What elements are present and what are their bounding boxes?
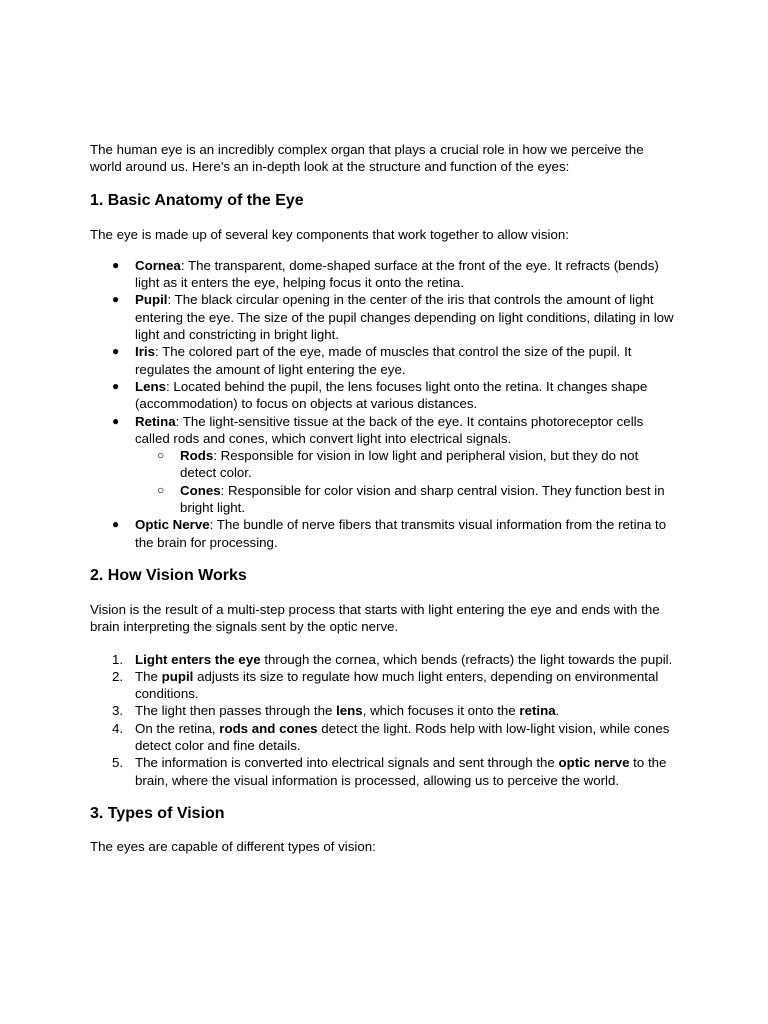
step-emphasis: pupil (161, 668, 194, 684)
retina-sub-list (135, 447, 678, 516)
list-item-cornea (90, 257, 678, 292)
how-vision-lead-paragraph: Vision is the result of a multi-step process that starts with light entering the eye and ends with the brain interpreting the signals sent by the optic nerve. (90, 601, 660, 635)
step-emphasis: lens (336, 703, 363, 719)
step-number: 1. (112, 651, 124, 667)
definition: : Located behind the pupil, the lens focuses light onto the retina. It changes shape (accommodation) to focus on objects at various distances. (135, 378, 648, 412)
vision-steps-list (90, 651, 678, 789)
definition: : The bundle of nerve fibers that transmits visual information from the retina to the brain for processing. (135, 517, 667, 550)
anatomy-list (90, 257, 678, 551)
step-number: 2. (112, 668, 124, 684)
definition: : The black circular opening in the center of the iris that controls the amount of light entering the eye. The size of the pupil changes depending on light conditions, dilating in low light and constricting in bright light. (135, 292, 674, 343)
sub-bullet-icon: ○ (157, 482, 165, 497)
step-text: On the retina, (135, 720, 220, 736)
step-text: The information is converted into electrical signals and sent through the (135, 755, 559, 771)
step-text: . (555, 703, 560, 719)
section-heading-anatomy: 1. Basic Anatomy of the Eye (90, 191, 304, 209)
term: Optic Nerve (135, 517, 210, 533)
step-emphasis: retina (519, 703, 556, 719)
step-text: adjusts its size to regulate how much light enters, depending on environmental conditions. (135, 668, 659, 702)
term: Cones (180, 482, 221, 498)
list-item-step (90, 702, 678, 719)
bullet-icon: ● (112, 257, 120, 272)
bullet-icon: ● (112, 378, 120, 393)
step-emphasis: Light enters the eye (135, 651, 261, 667)
list-item-step (90, 651, 678, 668)
term: Lens (135, 378, 167, 394)
step-number: 4. (112, 720, 124, 736)
step-text: The light then passes through the (135, 703, 337, 719)
bullet-icon: ● (112, 413, 120, 428)
list-item-pupil (90, 291, 678, 343)
definition: : The transparent, dome-shaped surface at the front of the eye. It refracts (bends) light as it enters the eye, helping focus it onto the retina. (135, 257, 659, 291)
step-text: detect the light. Rods help with low-light vision, while cones detect color and fine details. (135, 720, 670, 754)
list-item-rods (135, 447, 678, 482)
types-lead-paragraph: The eyes are capable of different types of vision: (90, 838, 376, 854)
definition: : The light-sensitive tissue at the back of the eye. It contains photoreceptor cells called rods and cones, which convert light into electrical signals. (135, 413, 644, 446)
step-text: to the brain, where the visual information is processed, allowing us to perceive the world. (135, 755, 667, 788)
list-item-lens (90, 378, 678, 413)
step-text: through the cornea, which bends (refracts) the light towards the pupil. (260, 651, 673, 667)
sub-bullet-icon: ○ (157, 448, 165, 463)
term: Cornea (135, 257, 181, 273)
step-emphasis: optic nerve (558, 755, 630, 771)
term: Iris (135, 344, 155, 360)
bullet-icon: ● (112, 517, 120, 532)
section-heading-how-vision-works: 2. How Vision Works (90, 566, 247, 584)
list-item-retina (90, 413, 678, 517)
bullet-icon: ● (112, 344, 120, 359)
anatomy-lead-paragraph: The eye is made up of several key components that work together to allow vision: (90, 226, 569, 242)
step-text: The (135, 668, 162, 684)
list-item-iris (90, 343, 678, 378)
term: Retina (135, 413, 176, 429)
step-text: , which focuses it onto the (362, 703, 520, 719)
step-number: 5. (112, 755, 124, 771)
definition: : Responsible for color vision and sharp central vision. They function best in bright light. (180, 482, 665, 516)
list-item-optic-nerve (90, 516, 678, 551)
definition: : Responsible for vision in low light and peripheral vision, but they do not detect color. (180, 448, 639, 481)
list-item-step (90, 720, 678, 755)
section-heading-types-of-vision: 3. Types of Vision (90, 804, 225, 822)
step-number: 3. (112, 703, 124, 719)
term: Rods (180, 448, 214, 464)
list-item-step (90, 754, 678, 789)
intro-paragraph: The human eye is an incredibly complex organ that plays a crucial role in how we perceive the world around us. Here's an in-depth look at the structure and function of the eyes: (90, 142, 644, 175)
step-emphasis: rods and cones (219, 720, 318, 736)
bullet-icon: ● (112, 292, 120, 307)
list-item-step (90, 668, 678, 703)
definition: : The colored part of the eye, made of muscles that control the size of the pupil. It regulates the amount of light entering the eye. (135, 344, 632, 377)
term: Pupil (135, 292, 168, 308)
list-item-cones (135, 482, 678, 517)
